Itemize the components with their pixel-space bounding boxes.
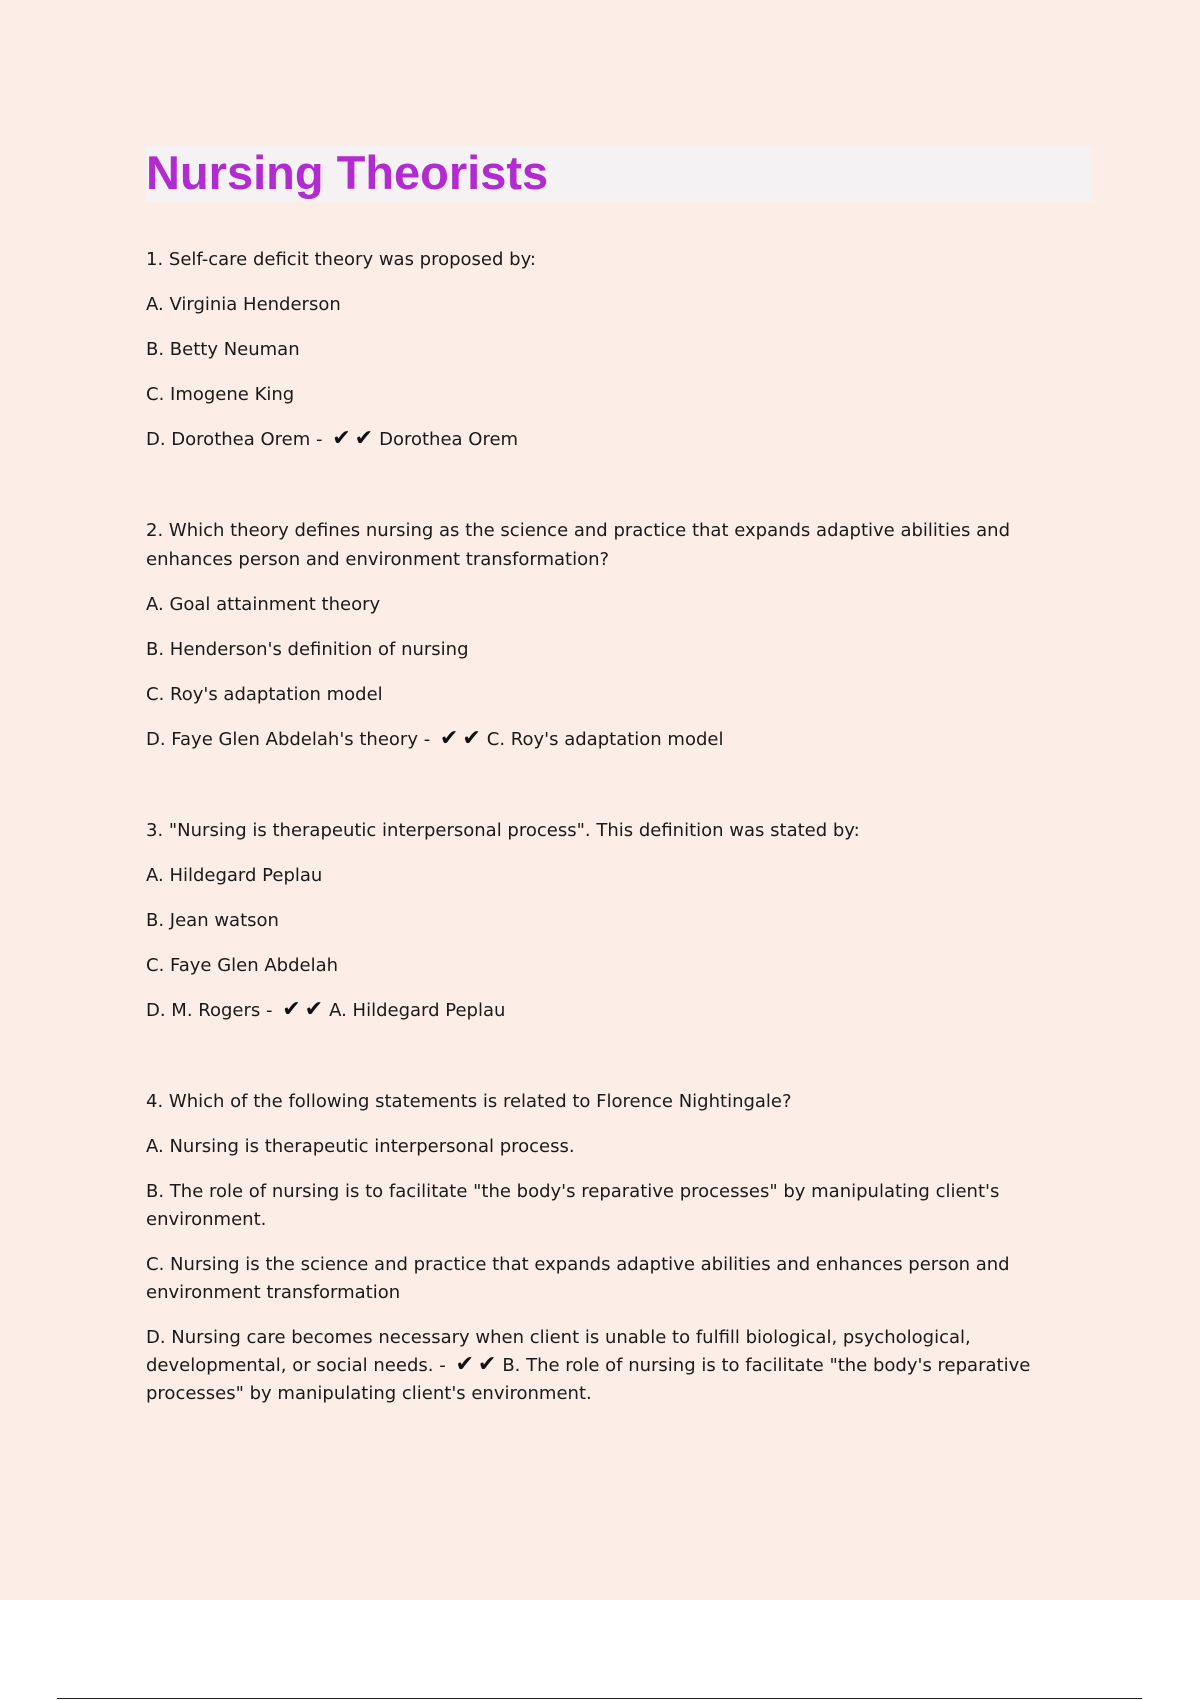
option-d-with-answer (146, 426, 1096, 454)
question-1 (146, 245, 1096, 454)
check-icon: ✔ (455, 1352, 474, 1377)
option-c: C. Imogene King (146, 384, 295, 405)
option-b: B. Betty Neuman (146, 339, 300, 360)
question-4 (146, 1087, 1096, 1408)
answer-text: B. The role of nursing is to facilitate "the body's reparative processes" by manipulating client's environment. (146, 1355, 1031, 1404)
answer-checks (274, 997, 325, 1022)
option-a: A. Virginia Henderson (146, 294, 341, 315)
question-text: 3. "Nursing is therapeutic interpersonal process". This definition was stated by: (146, 820, 860, 841)
question-3 (146, 816, 1096, 1025)
check-icon: ✔ (282, 997, 301, 1022)
option-a: A. Goal attainment theory (146, 594, 381, 615)
question-text: 4. Which of the following statements is related to Florence Nightingale? (146, 1091, 792, 1112)
option-d: D. Nursing care becomes necessary when client is unable to fulfill biological, psychological, developmental, or social needs. - (146, 1327, 971, 1376)
option-d: D. Faye Glen Abdelah's theory - (146, 729, 431, 750)
question-text: 1. Self-care deficit theory was proposed by: (146, 249, 536, 270)
option-b: B. The role of nursing is to facilitate "the body's reparative processes" by manipulating client's environment. (146, 1181, 1000, 1230)
answer-text: A. Hildegard Peplau (329, 1000, 506, 1021)
option-a: A. Nursing is therapeutic interpersonal process. (146, 1136, 575, 1157)
option-b: B. Jean watson (146, 910, 279, 931)
check-icon: ✔ (304, 997, 324, 1022)
footer-divider (57, 1698, 1142, 1699)
question-text: 2. Which theory defines nursing as the science and practice that expands adaptive abilities and enhances person and environment transformation? (146, 520, 1011, 570)
check-icon: ✔ (332, 426, 351, 451)
page-title: Nursing Theorists (146, 146, 549, 199)
option-c: C. Faye Glen Abdelah (146, 955, 339, 976)
check-icon: ✔ (439, 726, 459, 751)
answer-text: C. Roy's adaptation model (486, 729, 724, 750)
question-2 (146, 516, 1096, 754)
answer-checks (324, 426, 375, 451)
option-d-with-answer (146, 997, 1096, 1025)
check-icon: ✔ (354, 426, 374, 451)
option-d-with-answer (146, 1324, 1096, 1408)
check-icon: ✔ (462, 726, 481, 751)
option-c: C. Nursing is the science and practice that expands adaptive abilities and enhances person and environment transformation (146, 1254, 1010, 1303)
option-d: D. Dorothea Orem - (146, 429, 323, 450)
option-d-with-answer (146, 726, 1096, 754)
check-icon: ✔ (477, 1352, 497, 1377)
answer-checks (432, 726, 483, 751)
option-a: A. Hildegard Peplau (146, 865, 323, 886)
option-d: D. M. Rogers - (146, 1000, 273, 1021)
answer-text: Dorothea Orem (379, 429, 519, 450)
option-b: B. Henderson's definition of nursing (146, 639, 469, 660)
answer-checks (448, 1352, 499, 1377)
option-c: C. Roy's adaptation model (146, 684, 383, 705)
question-list (146, 245, 1096, 1425)
